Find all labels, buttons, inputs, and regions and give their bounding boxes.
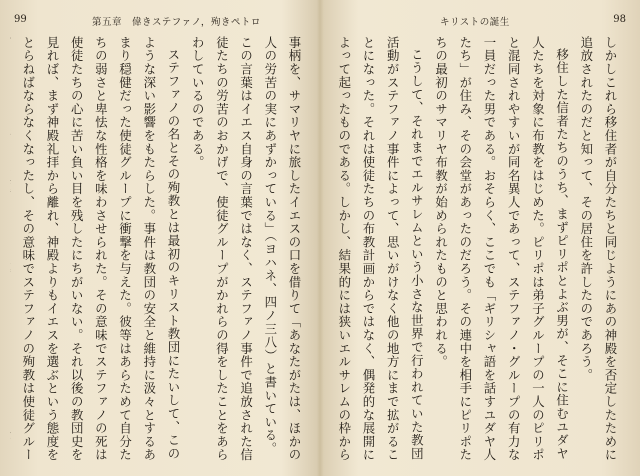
- page-number: 98: [613, 14, 626, 25]
- paragraph: ステファノの名とその殉教とは最初のキリスト教団にたいして、このような深い影響をもたらした。事件は教団の安全と維持に汲々とするあまり穏健だった使徒グループに衝撃を与えた。彼等はあらためて自分たちの弱さと卑怯な性格を味わさせられた。その意味でステファノの死は使徒たちの心に苦い負い目を残したにちがいない。それ以後の教団史を見れば、まず神殿礼拝から離れ、神殿よりもイエスを選ぶという態度をとらねばならなくなったし、その意味でステファノの殉教は使徒グルー: [20, 36, 181, 462]
- paragraph: 移住した信者たちのうち、まずピリポとよぶ男が、そこに住むユダヤ人たちを対象に布教をはじめた。ピリポは弟子グループの一人のピリポと混同されやすいが同名異人であって、ステファノ・グループの有力な一員だった男である。おそらく、ここでも「ギリシャ語を話すユダヤ人たち」が住み、その会堂があったのだろう。その連中を相手にピリポたちの最初のサマリヤ布教が始められたものと思われる。: [433, 36, 570, 462]
- paragraph: 事柄を、サマリヤに旅したイエスの口を借りて「あなたがたは、ほかの人の労苦の実にあずかっている」（ヨハネ、四ノ三八）と書いている。この言葉はイエス自身の言葉ではなく、ステファノ事件で追放された信徒たちの労苦のおかげで、使徒グループがかれらの得をしたことをあらわしているのである。: [190, 36, 302, 462]
- paragraph: しかしこれら移住者が自分たちと同じようにあの神殿を否定したために追放されたのだと知って、その居住を許したのであろう。: [578, 36, 618, 462]
- vertical-body-text: [330, 36, 622, 466]
- right-page: [320, 0, 640, 476]
- page-number: 99: [14, 14, 27, 25]
- running-header: キリストの誕生: [440, 17, 510, 28]
- running-header: 第五章 偉きステファノ，殉きペトロ: [92, 17, 261, 28]
- vertical-body-text: [10, 36, 306, 466]
- paragraph: こうして、それまでエルサレムという小さな世界で行われていた教団活動がステファノ事件によって、思いがけなく他の地方にまで拡がることになった。それは使徒たちの布教計画からではなく、偶発的な展開によって起ったものである。しかし、結果的には狭いエルサレムの枠から: [336, 36, 425, 462]
